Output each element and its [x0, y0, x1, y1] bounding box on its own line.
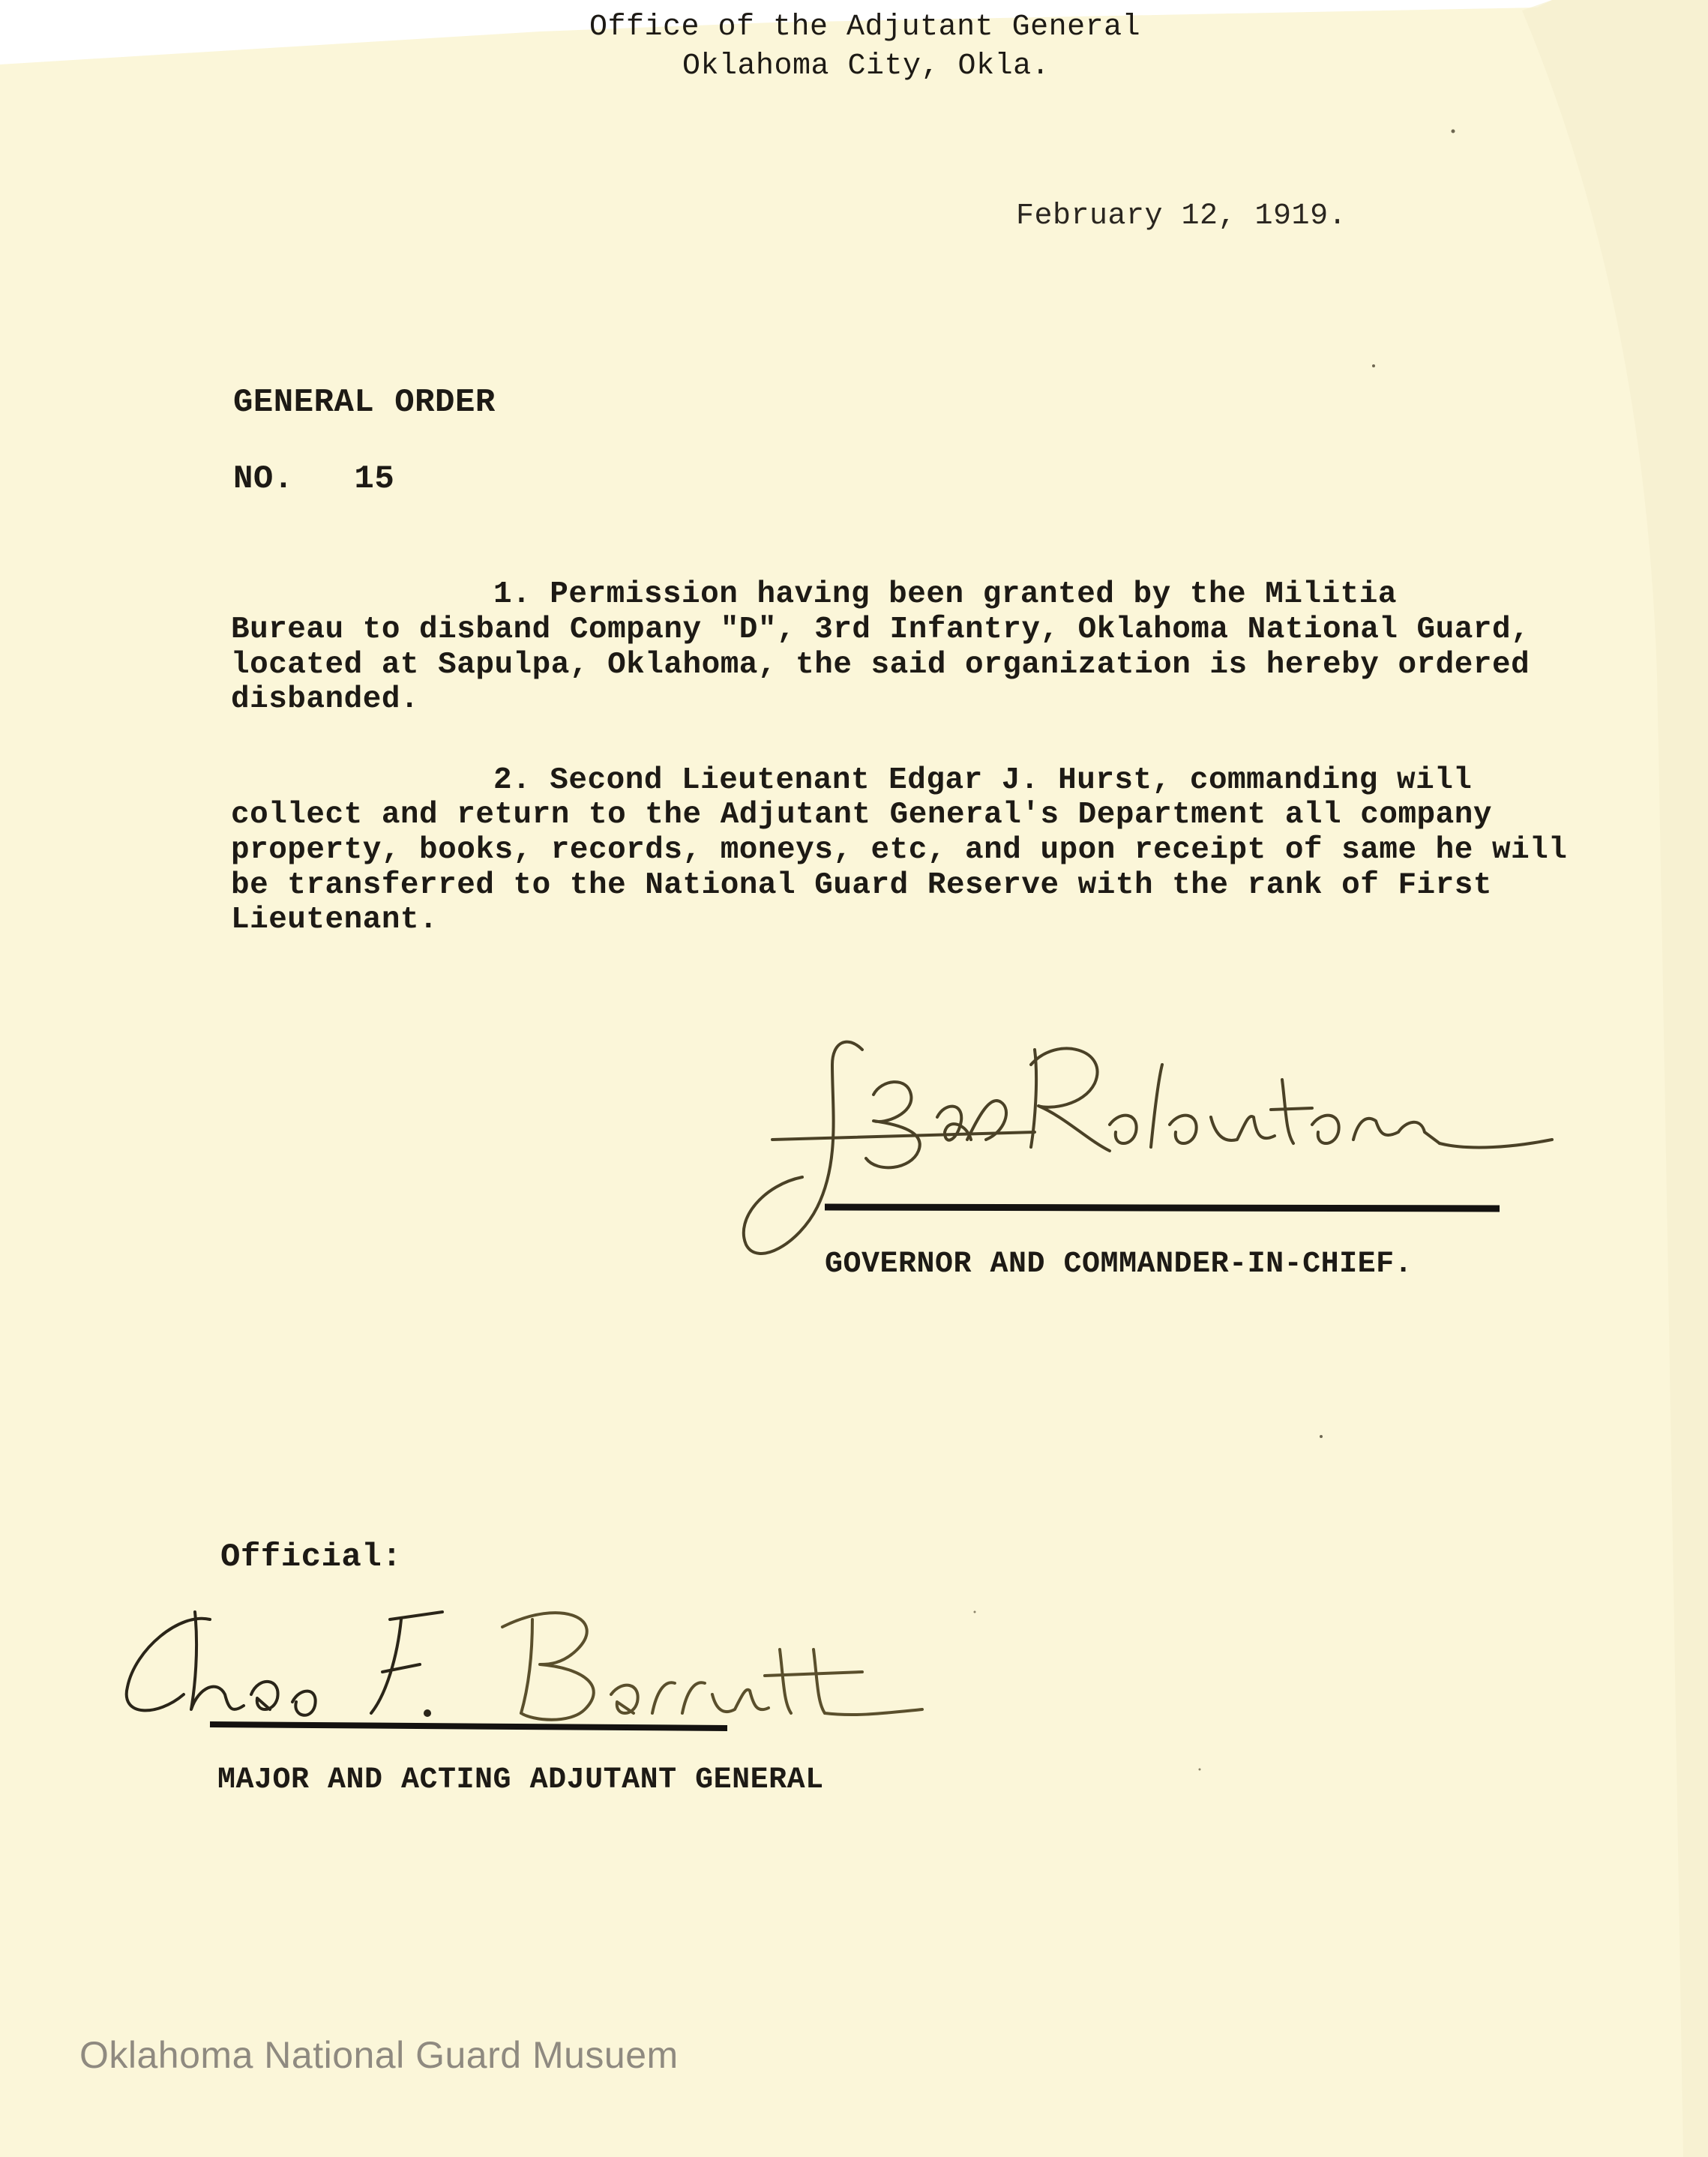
order-number: NO. 15 [233, 460, 395, 498]
order-title: GENERAL ORDER [233, 384, 496, 421]
official-signature [112, 1589, 937, 1769]
paragraph-2-line-2: collect and return to the Adjutant General's Department all company [231, 798, 1492, 832]
paragraph-1-line-4: disbanded. [231, 682, 420, 717]
paragraph-1-line-3: located at Sapulpa, Oklahoma, the said organization is hereby ordered [231, 648, 1530, 682]
watermark-text: Oklahoma National Guard Musuem [79, 2034, 679, 2076]
governor-title: GOVERNOR AND COMMANDER-IN-CHIEF. [825, 1248, 1413, 1281]
official-title: MAJOR AND ACTING ADJUTANT GENERAL [217, 1763, 824, 1797]
document-date: February 12, 1919. [1016, 199, 1347, 233]
paragraph-1-line-2: Bureau to disband Company "D", 3rd Infantry, Oklahoma National Guard, [231, 613, 1530, 647]
paragraph-2-line-5: Lieutenant. [231, 903, 439, 937]
paragraph-2-line-3: property, books, records, moneys, etc, and upon receipt of same he will [231, 833, 1568, 867]
paragraph-2-line-1: 2. Second Lieutenant Edgar J. Hurst, commanding will [493, 763, 1473, 798]
paragraph-2-line-4: be transferred to the National Guard Reserve with the rank of First [231, 868, 1492, 903]
official-label: Official: [220, 1538, 403, 1576]
letterhead-line-2: Oklahoma City, Okla. [682, 49, 1050, 83]
paragraph-1-line-1: 1. Permission having been granted by the Militia [493, 577, 1397, 612]
letterhead-line-1: Office of the Adjutant General [589, 10, 1141, 44]
